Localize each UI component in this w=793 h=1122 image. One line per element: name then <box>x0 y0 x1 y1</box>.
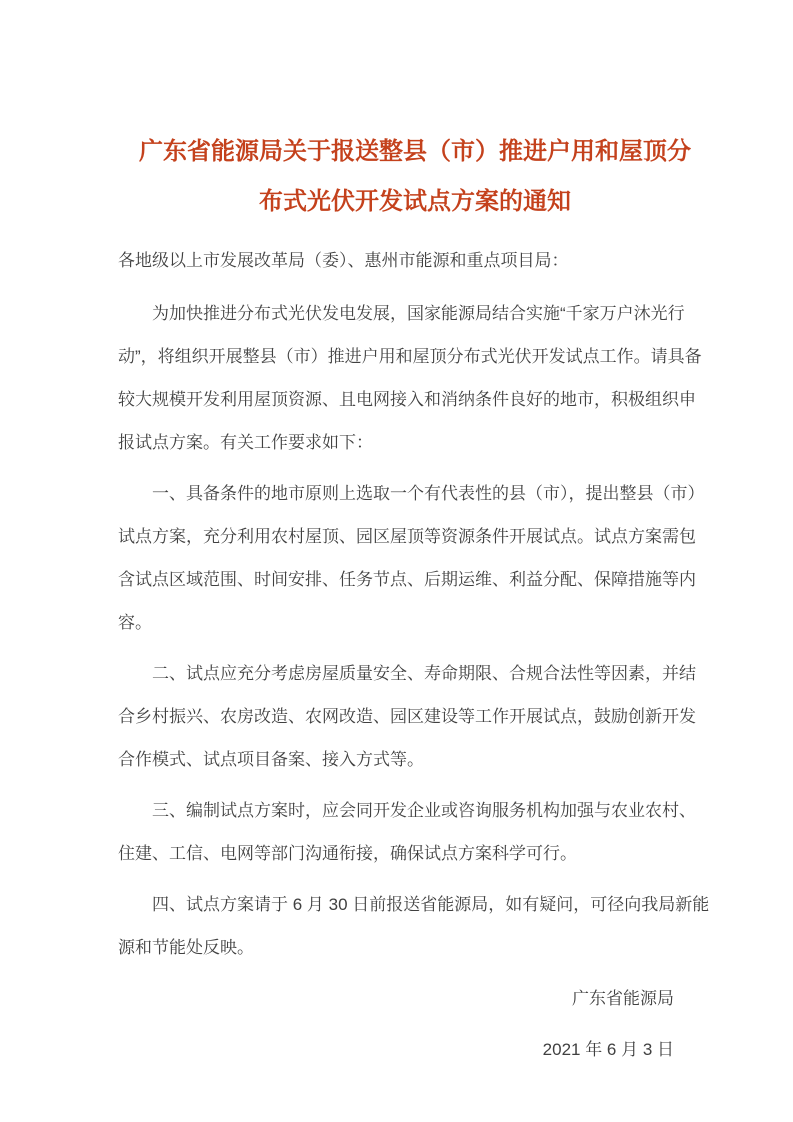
body-paragraph-item-3: 三、编制试点方案时，应会同开发企业或咨询服务机构加强与农业农村、住建、工信、电网等部门沟通衔接，确保试点方案科学可行。 <box>118 801 696 863</box>
issue-date: 2021 年 6 月 3 日 <box>542 1040 674 1059</box>
body-paragraph-item-4: 四、试点方案请于 6 月 30 日前报送省能源局，如有疑问，可径向我局新能源和节能处反映。 <box>118 895 710 957</box>
issuer-signature: 广东省能源局 <box>572 989 674 1008</box>
body-paragraph-item-1: 一、具备条件的地市原则上选取一个有代表性的县（市），提出整县（市）试点方案，充分利用农村屋顶、园区屋顶等资源条件开展试点。试点方案需包含试点区域范围、时间安排、任务节点、后期运维、利益分配、保障措施等内容。 <box>118 484 705 632</box>
body-paragraph-item-2: 二、试点应充分考虑房屋质量安全、寿命期限、合规合法性等因素，并结合乡村振兴、农房改造、农网改造、园区建设等工作开展试点，鼓励创新开发合作模式、试点项目备案、接入方式等。 <box>118 664 696 769</box>
salutation-line: 各地级以上市发展改革局（委）、惠州市能源和重点项目局： <box>118 251 569 270</box>
body-paragraph-intro: 为加快推进分布式光伏发电发展，国家能源局结合实施“千家万户沐光行动”，将组织开展整县（市）推进户用和屋顶分布式光伏开发试点工作。请具备较大规模开发利用屋顶资源、且电网接入和消纳条件良好的地市，积极组织申报试点方案。有关工作要求如下： <box>118 304 702 452</box>
document-title: 广东省能源局关于报送整县（市）推进户用和屋顶分布式光伏开发试点方案的通知 <box>139 138 691 215</box>
